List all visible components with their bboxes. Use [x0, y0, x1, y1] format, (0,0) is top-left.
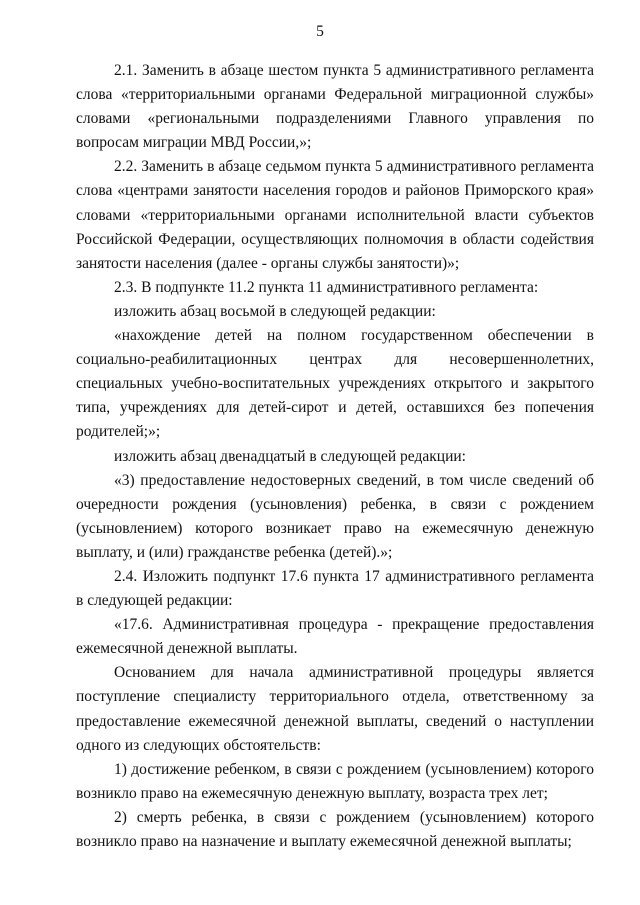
- page-number: 5: [316, 23, 324, 40]
- paragraph-quote-12: «3) предоставление недостоверных сведений, в том числе сведений об очередности рождения (усыновления) ребенка, в связи с рождением (усыновлением) которого возникает право на ежемесячную денежную выплату, и (или) гражданстве ребенка (детей).»;: [76, 471, 594, 561]
- document-body: [76, 59, 594, 854]
- paragraph-item-2: 2) смерть ребенка, в связи с рождением (усыновлением) которого возникло право на назначение и выплату ежемесячной денежной выплаты;: [76, 808, 594, 850]
- paragraph-item-1: 1) достижение ребенком, в связи с рождением (усыновлением) которого возникло право на ежемесячную денежную выплату, возраста трех лет;: [76, 760, 594, 802]
- paragraph-2-2: 2.2. Заменить в абзаце седьмом пункта 5 административного регламента слова «центрами занятости населения городов и районов Приморского края» словами «территориальными органами исполнительной власти субъектов Российской Федерации, осуществляющих полномочия в области содействия занятости населения (далее - органы службы занятости)»;: [76, 158, 594, 272]
- paragraph-basis: Основанием для начала административной процедуры является поступление специалисту территориального отдела, ответственному за предоставление ежемесячной денежной выплаты, сведений о наступлении одного из следующих обстоятельств:: [76, 664, 594, 754]
- paragraph-quote-8: «нахождение детей на полном государственном обеспечении в социально-реабилитационных центрах для несовершеннолетних, специальных учебно-воспитательных учреждениях открытого и закрытого типа, учреждениях для детей-сирот и детей, оставшихся без попечения родителей;»;: [76, 327, 594, 441]
- paragraph-17-6: «17.6. Административная процедура - прекращение предоставления ежемесячной денежной выплаты.: [76, 616, 594, 658]
- paragraph-2-4: 2.4. Изложить подпункт 17.6 пункта 17 административного регламента в следующей редакции:: [76, 567, 594, 610]
- paragraph-instruction-12: изложить абзац двенадцатый в следующей редакции:: [114, 447, 466, 465]
- paragraph-2-3: 2.3. В подпункте 11.2 пункта 11 административного регламента:: [114, 278, 539, 296]
- paragraph-instruction-8: изложить абзац восьмой в следующей редакции:: [114, 302, 436, 320]
- paragraph-2-1: 2.1. Заменить в абзаце шестом пункта 5 административного регламента слова «территориальными органами Федеральной миграционной службы» словами «региональными подразделениями Главного управления по вопросам миграции МВД России,»;: [76, 62, 594, 152]
